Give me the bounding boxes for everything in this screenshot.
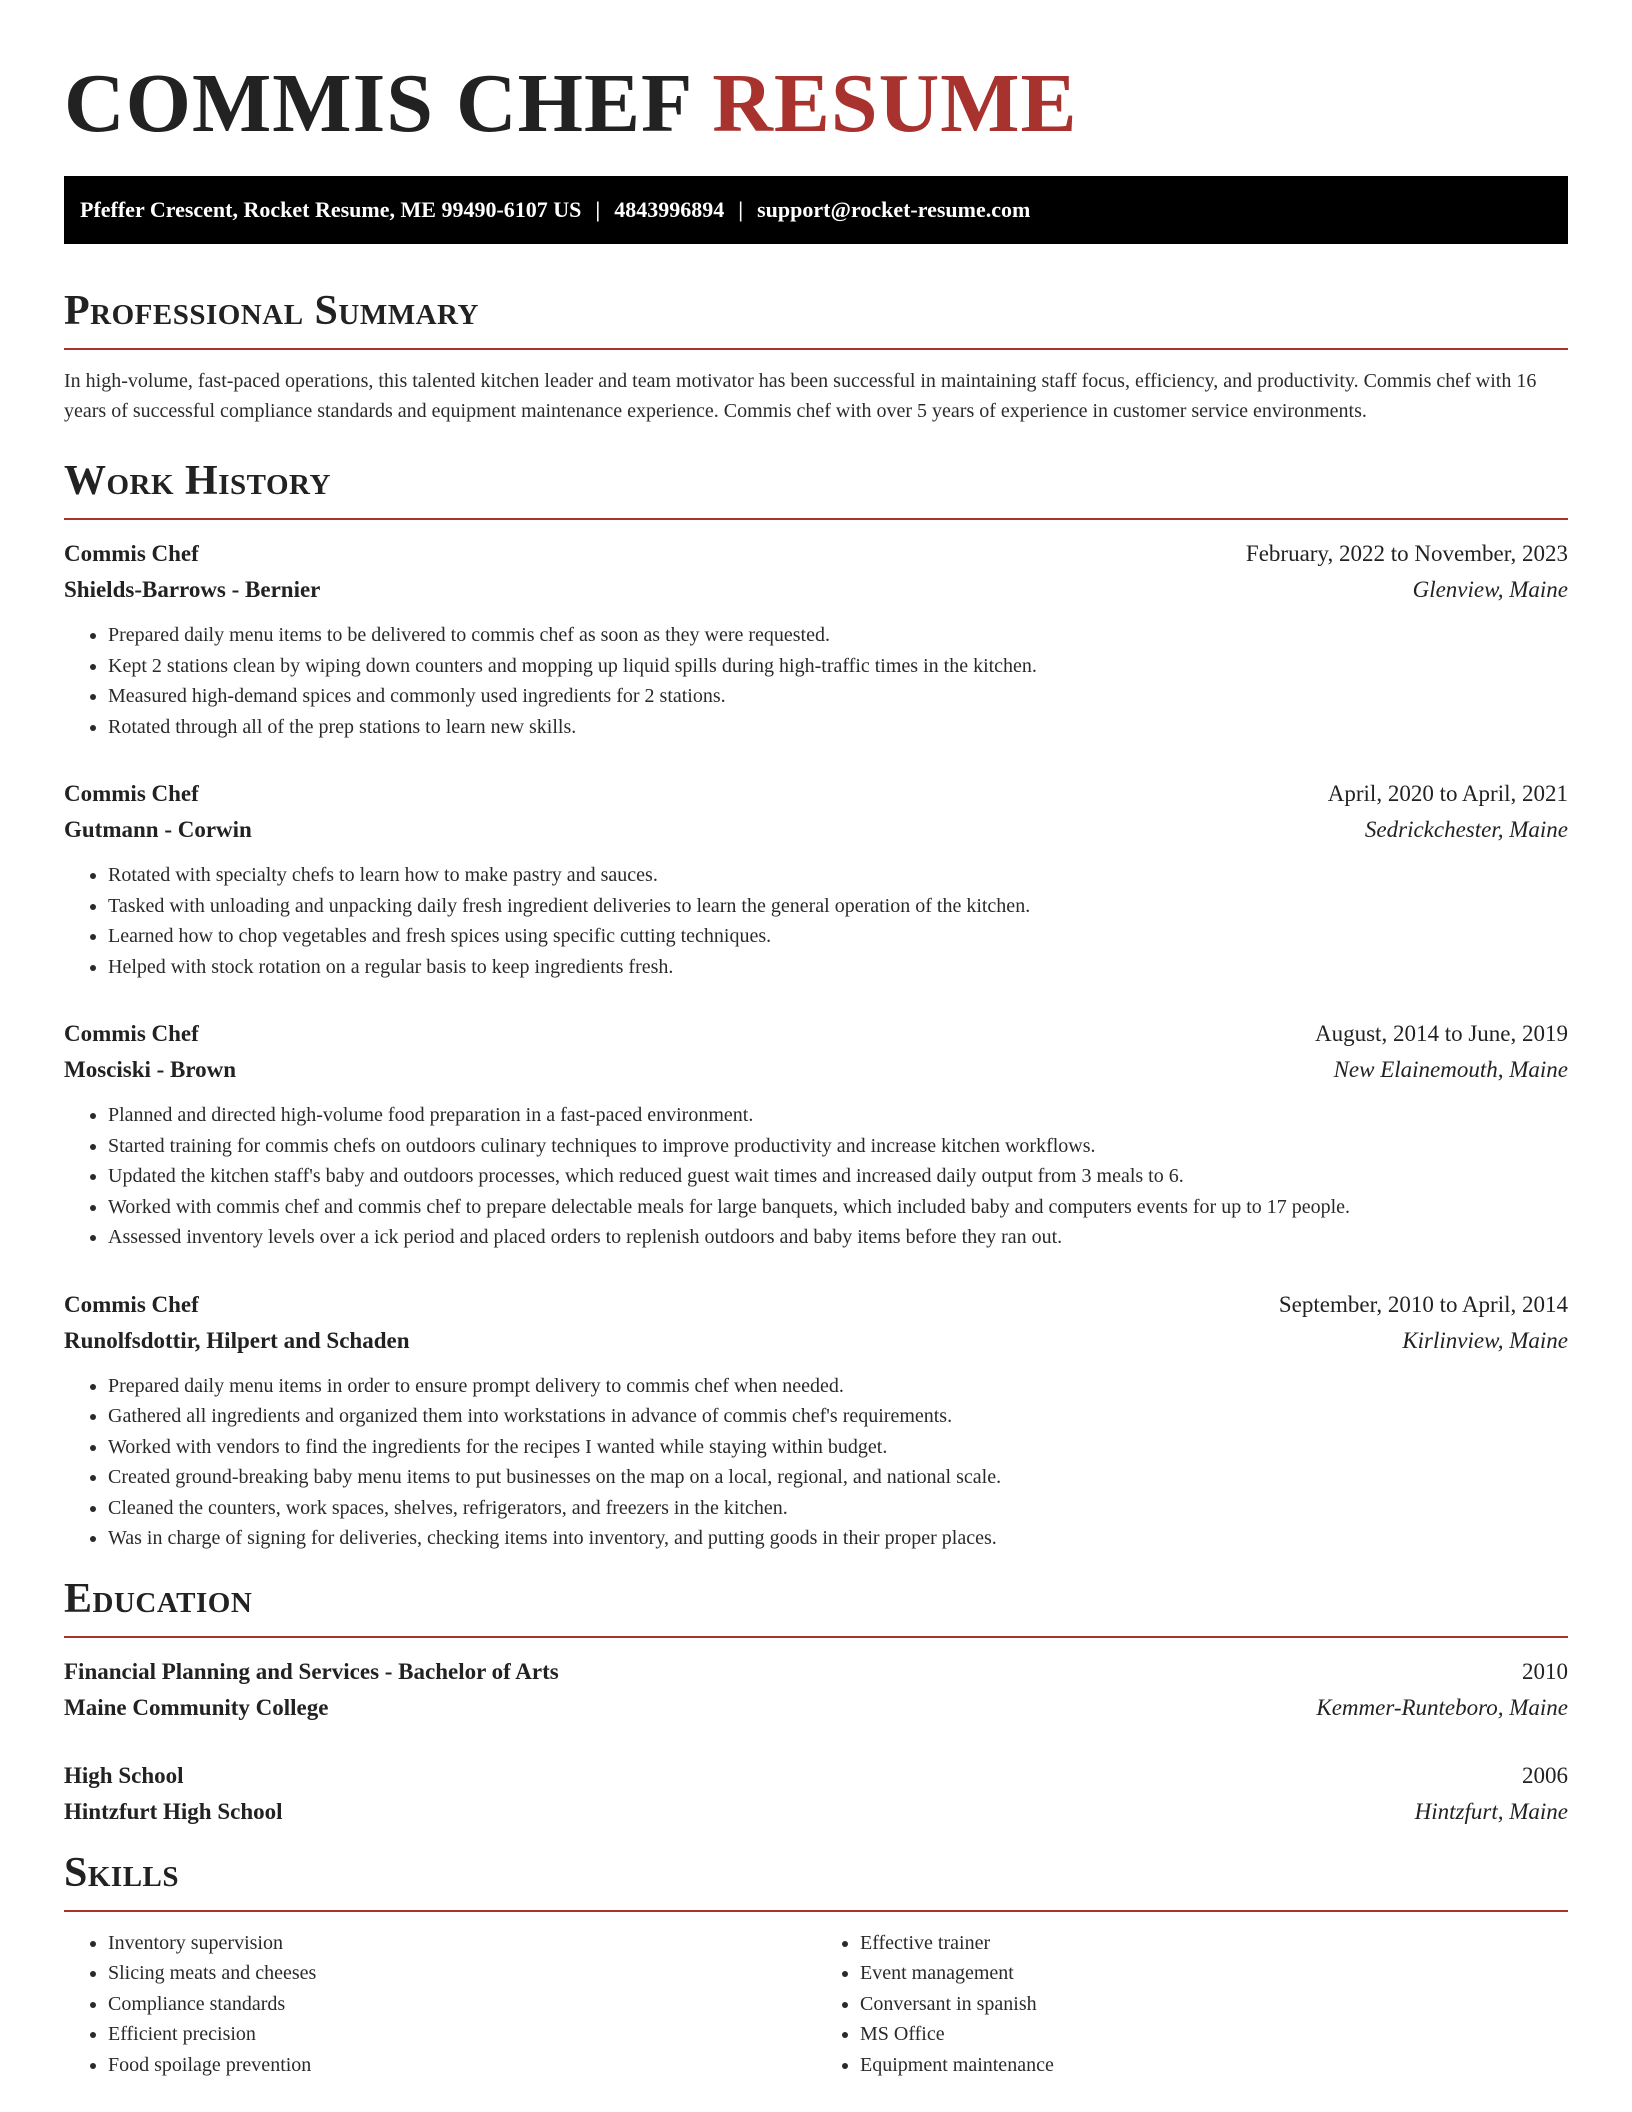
job-location: New Elainemouth, Maine: [1333, 1057, 1568, 1082]
education-year: 2010: [1522, 1658, 1568, 1684]
education-entry: [64, 1758, 1568, 1830]
job-location: Glenview, Maine: [1412, 577, 1568, 602]
skill-item: • Event management: [860, 1958, 1568, 1989]
skill-item: • Efficient precision: [108, 2019, 816, 2050]
job-bullet: • Tasked with unloading and unpacking daily fresh ingredient deliveries to learn the general operation of the kitchen.: [108, 891, 1568, 922]
education-degree: Financial Planning and Services - Bachelor of Arts: [64, 1658, 559, 1684]
job-entry: [64, 536, 1568, 742]
job-bullet: • Prepared daily menu items to be delivered to commis chef as soon as they were requested.: [108, 620, 1568, 651]
skills-columns: [64, 1928, 1568, 2081]
job-title: Commis Chef: [64, 781, 199, 806]
skill-item: • Food spoilage prevention: [108, 2050, 816, 2081]
job-title: Commis Chef: [64, 1291, 199, 1317]
contact-email: support@rocket-resume.com: [757, 197, 1031, 222]
job-bullet: • Started training for commis chefs on outdoors culinary techniques to improve productivity and increase kitchen workflows.: [108, 1131, 1568, 1162]
section-divider: [64, 1910, 1568, 1912]
skill-item: • Inventory supervision: [108, 1928, 816, 1959]
job-bullet: • Measured high-demand spices and commonly used ingredients for 2 stations.: [108, 681, 1568, 712]
education-heading: Education: [64, 1575, 253, 1622]
job-bullet: • Created ground-breaking baby menu items to put businesses on the map on a local, regional, and national scale.: [108, 1462, 1568, 1493]
job-company: Gutmann - Corwin: [64, 817, 252, 842]
job-company: Runolfsdottir, Hilpert and Schaden: [64, 1327, 410, 1353]
section-divider: [64, 1636, 1568, 1638]
skills-list-left: [64, 1928, 816, 2081]
job-bullet: • Was in charge of signing for deliveries, checking items into inventory, and putting goods in their proper places.: [108, 1523, 1568, 1554]
contact-address: Pfeffer Crescent, Rocket Resume, ME 99490-6107 US: [80, 197, 582, 222]
job-dates: August, 2014 to June, 2019: [1315, 1021, 1568, 1046]
summary-section: [64, 286, 1568, 426]
job-company: Mosciski - Brown: [64, 1057, 237, 1082]
job-location: Kirlinview, Maine: [1402, 1327, 1568, 1353]
job-bullet: • Rotated with specialty chefs to learn how to make pastry and sauces.: [108, 860, 1568, 891]
education-degree: High School: [64, 1762, 184, 1788]
job-bullet: • Rotated through all of the prep stations to learn new skills.: [108, 712, 1568, 743]
job-bullet: • Kept 2 stations clean by wiping down counters and mopping up liquid spills during high-traffic times in the kitchen.: [108, 651, 1568, 682]
skill-item: • MS Office: [860, 2019, 1568, 2050]
education-school: Hintzfurt High School: [64, 1798, 283, 1824]
job-entry: [64, 1287, 1568, 1554]
education-location: Hintzfurt, Maine: [1414, 1798, 1568, 1824]
job-bullet: • Planned and directed high-volume food preparation in a fast-paced environment.: [108, 1100, 1568, 1131]
job-company: Shields-Barrows - Bernier: [64, 577, 321, 602]
job-bullets: [64, 1100, 1568, 1253]
job-bullet: • Helped with stock rotation on a regular basis to keep ingredients fresh.: [108, 952, 1568, 983]
skill-item: • Effective trainer: [860, 1928, 1568, 1959]
job-title: Commis Chef: [64, 541, 199, 566]
job-dates: April, 2020 to April, 2021: [1327, 781, 1568, 806]
skills-section: [64, 1848, 1568, 2081]
job-location: Sedrickchester, Maine: [1364, 817, 1568, 842]
contact-phone: 4843996894: [614, 197, 725, 222]
title-accent: RESUME: [712, 57, 1078, 150]
job-bullets: [64, 620, 1568, 742]
job-bullets: [64, 860, 1568, 982]
education-location: Kemmer-Runteboro, Maine: [1316, 1694, 1568, 1720]
job-bullet: • Learned how to chop vegetables and fresh spices using specific cutting techniques.: [108, 921, 1568, 952]
title-main: COMMIS CHEF: [64, 57, 691, 150]
work-history-section: [64, 456, 1568, 1554]
education-entry: [64, 1654, 1568, 1726]
section-divider: [64, 348, 1568, 350]
education-school: Maine Community College: [64, 1694, 329, 1720]
job-dates: September, 2010 to April, 2014: [1278, 1291, 1568, 1317]
job-title: Commis Chef: [64, 1021, 199, 1046]
skills-list-right: [816, 1928, 1568, 2081]
job-bullet: • Cleaned the counters, work spaces, shelves, refrigerators, and freezers in the kitchen.: [108, 1493, 1568, 1524]
skill-item: • Equipment maintenance: [860, 2050, 1568, 2081]
job-bullet: • Prepared daily menu items in order to ensure prompt delivery to commis chef when needed.: [108, 1371, 1568, 1402]
contact-bar: [64, 176, 1568, 244]
job-bullet: • Gathered all ingredients and organized them into workstations in advance of commis chef's requirements.: [108, 1401, 1568, 1432]
skill-item: • Compliance standards: [108, 1989, 816, 2020]
contact-separator: |: [595, 197, 601, 222]
job-dates: February, 2022 to November, 2023: [1245, 541, 1568, 566]
work-history-heading: Work History: [64, 458, 331, 504]
summary-heading: Professional Summary: [64, 288, 479, 334]
summary-text: In high-volume, fast-paced operations, this talented kitchen leader and team motivator has been successful in maintaining staff focus, efficiency, and productivity. Commis chef with 16 years of successful compliance standards and equipment maintenance experience. Commis chef with over 5 years of experience in customer service environments.: [64, 370, 1537, 422]
skills-heading: Skills: [64, 1849, 180, 1896]
resume-title: [64, 0, 1568, 152]
job-bullet: • Worked with vendors to find the ingredients for the recipes I wanted while staying within budget.: [108, 1432, 1568, 1463]
job-bullets: [64, 1371, 1568, 1554]
section-divider: [64, 518, 1568, 520]
contact-separator: |: [738, 197, 744, 222]
job-bullet: • Assessed inventory levels over a ick period and placed orders to replenish outdoors and baby items before they ran out.: [108, 1222, 1568, 1253]
job-entry: [64, 776, 1568, 982]
job-bullet: • Worked with commis chef and commis chef to prepare delectable meals for large banquets, which included baby and computers events for up to 17 people.: [108, 1192, 1568, 1223]
job-bullet: • Updated the kitchen staff's baby and outdoors processes, which reduced guest wait times and increased daily output from 3 meals to 6.: [108, 1161, 1568, 1192]
job-entry: [64, 1016, 1568, 1253]
education-section: [64, 1574, 1568, 1830]
education-year: 2006: [1522, 1762, 1568, 1788]
skill-item: • Conversant in spanish: [860, 1989, 1568, 2020]
skill-item: • Slicing meats and cheeses: [108, 1958, 816, 1989]
